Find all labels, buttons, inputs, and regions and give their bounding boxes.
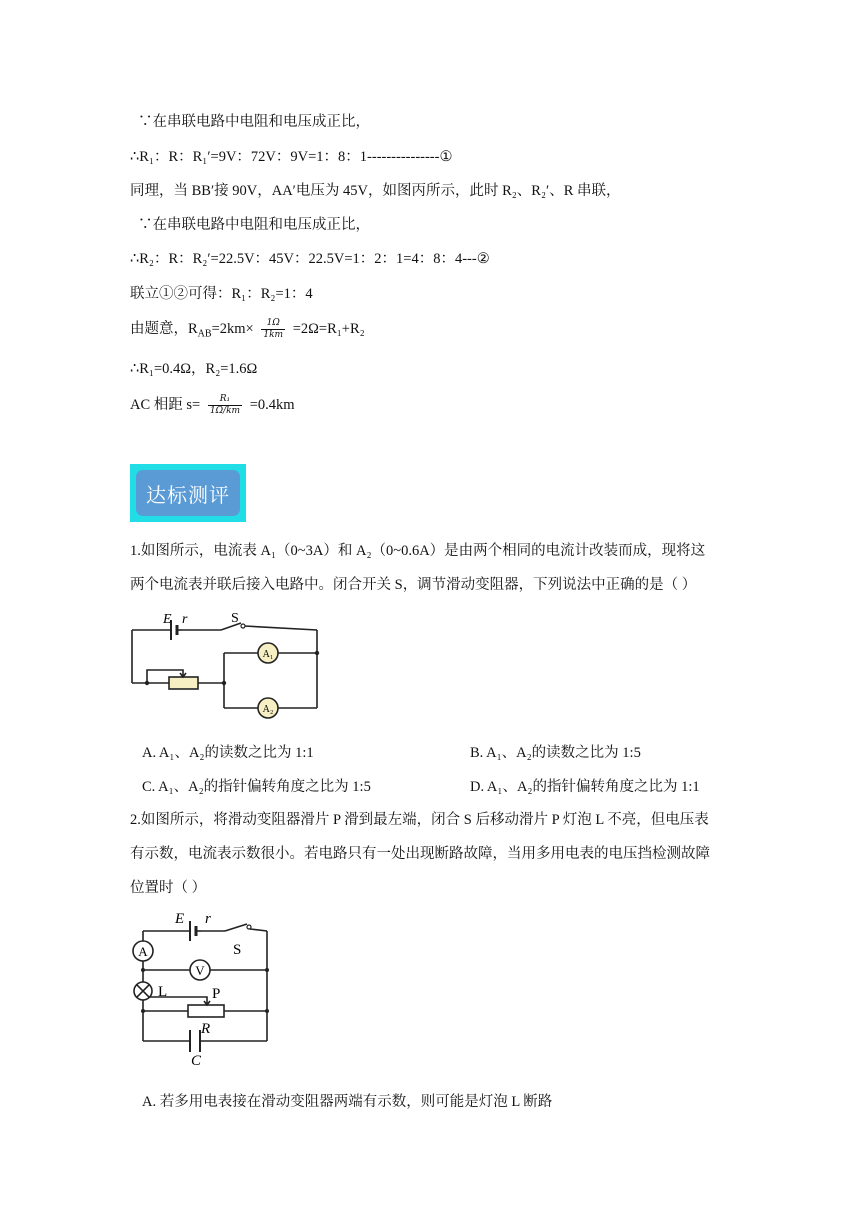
q2-label-r: r [205, 911, 211, 927]
solution-line-4: ∵在串联电路中电阻和电压成正比， [138, 217, 370, 233]
solution-line-9-pre: AC 相距 s= [130, 396, 201, 413]
q2-label-L: L [158, 984, 168, 1000]
solution-line-7-post: =2Ω=R₁+R₂ [292, 320, 365, 337]
solution-line-7 [130, 318, 365, 344]
solution-line-7-pre: 由题意，R [130, 320, 198, 337]
q1-circuit-diagram [125, 606, 330, 722]
q1-option-b[interactable]: B. A₁、A₂的读数之比为 1:5 [470, 745, 641, 761]
q1-option-c[interactable]: C. A₁、A₂的指针偏转角度之比为 1:5 [142, 779, 371, 795]
q2-label-C: C [191, 1053, 202, 1066]
solution-line-9 [130, 394, 295, 417]
solution-line-9-post: =0.4km [249, 396, 295, 413]
q1-stem-line-2: 两个电流表并联后接入电路中。闭合开关 S，调节滑动变阻器，下列说法中正确的是（ ） [130, 577, 697, 593]
fraction-denominator: 1km [263, 330, 284, 340]
q2-label-E: E [175, 911, 185, 927]
fraction-numerator: R₁ [208, 394, 242, 406]
q2-label-A: A [138, 944, 148, 959]
q1-option-d[interactable]: D. A₁、A₂的指针偏转角度之比为 1:1 [470, 779, 700, 795]
q1-label-E: E [163, 612, 172, 627]
fraction-distance [208, 394, 242, 417]
fraction-numerator: 1Ω [261, 318, 285, 330]
q2-option-a[interactable]: A. 若多用电表接在滑动变阻器两端有示数，则可能是灯泡 L 断路 [142, 1094, 553, 1110]
solution-line-5: ∴R₂：R：R₂′=22.5V：45V：22.5V=1：2：1=4：8：4---② [130, 251, 490, 267]
q2-circuit-diagram [125, 908, 275, 1066]
solution-line-8: ∴R₁=0.4Ω，R₂=1.6Ω [130, 361, 258, 377]
q2-label-R: R [201, 1021, 211, 1037]
q1-label-A1: A₁ [262, 649, 274, 660]
solution-line-6: 联立①②可得：R₁：R₂=1：4 [130, 286, 313, 302]
q1-label-r: r [182, 612, 188, 627]
fraction-ohm-per-km [261, 318, 285, 341]
q2-stem-line-2: 有示数，电流表示数很小。若电路只有一处出现断路故障，当用多用电表的电压挡检测故障 [130, 846, 710, 862]
q2-label-V: V [195, 963, 205, 978]
solution-line-1: ∵在串联电路中电阻和电压成正比， [138, 114, 370, 130]
solution-line-2: ∴R₁：R：R₁′=9V：72V：9V=1：8：1---------------① [130, 149, 453, 165]
fraction-denominator: 1Ω/km [209, 406, 241, 416]
q2-label-S: S [233, 942, 242, 958]
q2-stem-line-1: 2.如图所示，将滑动变阻器滑片 P 滑到最左端，闭合 S 后移动滑片 P 灯泡 L 不亮，但电压表 [130, 812, 709, 828]
q1-stem-line-1: 1.如图所示，电流表 A₁（0~3A）和 A₂（0~0.6A）是由两个相同的电流计改装而成，现将这 [130, 543, 706, 559]
q1-label-S: S [231, 611, 239, 626]
q1-label-A2: A₂ [262, 704, 274, 715]
solution-line-7-sub: AB [197, 328, 212, 340]
q1-option-a[interactable]: A. A₁、A₂的读数之比为 1:1 [142, 745, 314, 761]
solution-line-7-mid: =2km× [211, 320, 254, 337]
q2-stem-line-3: 位置时（ ） [130, 880, 207, 896]
q2-label-P: P [212, 986, 221, 1002]
section-banner [130, 464, 246, 522]
section-title: 达标测评 [136, 470, 240, 516]
solution-line-3: 同理，当 BB′接 90V，AA′电压为 45V，如图丙所示，此时 R₂、R₂′、R 串联， [130, 183, 621, 199]
